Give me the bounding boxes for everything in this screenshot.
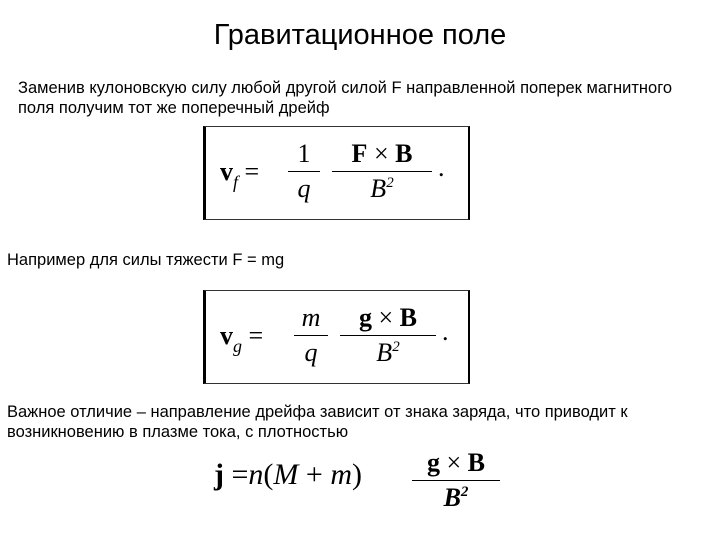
field-symbol: B xyxy=(399,303,417,332)
fraction-cross-over-b2 xyxy=(340,303,436,372)
formula-vg-lhs xyxy=(220,321,264,356)
fraction-cross-over-b2 xyxy=(332,139,432,208)
formula-period: . xyxy=(438,153,445,182)
fraction-numerator: m xyxy=(301,303,321,332)
fraction-gxb-over-b2 xyxy=(412,448,500,517)
paragraph-intro: Заменив кулоновскую силу любой другой силой F направленной поперек магнитного поля получим тот же поперечный дрейф xyxy=(18,79,673,117)
paragraph-current: Важное отличие – направление дрейфа зависит от знака заряда, что приводит к возникновению в плазме тока, с плотностью xyxy=(7,403,628,441)
exponent: 2 xyxy=(392,339,400,355)
current-density-symbol: j xyxy=(214,458,224,491)
cross-symbol: × xyxy=(378,303,394,332)
exponent: 2 xyxy=(386,175,394,191)
fraction-one-over-q xyxy=(288,139,320,204)
cross-symbol: × xyxy=(373,139,389,168)
close-paren: ) xyxy=(352,458,363,491)
field-magnitude: B xyxy=(443,483,461,512)
slide-title: Гравитационное поле xyxy=(213,19,507,51)
velocity-subscript: f xyxy=(233,172,239,192)
fraction-bar xyxy=(412,480,500,481)
cross-symbol: × xyxy=(446,448,462,477)
field-magnitude: B xyxy=(376,338,393,367)
fraction-bar xyxy=(294,335,328,336)
paragraph-example: Например для силы тяжести F = mg xyxy=(7,251,285,269)
field-magnitude: B xyxy=(370,174,387,203)
fraction-m-over-q xyxy=(294,303,328,368)
gravity-symbol: g xyxy=(426,448,440,477)
formula-vf-lhs xyxy=(220,157,260,192)
fraction-numerator xyxy=(332,139,432,169)
formula-current-density xyxy=(214,458,362,492)
velocity-symbol: v xyxy=(220,321,233,350)
fraction-numerator: 1 xyxy=(297,139,311,168)
equals-sign: = xyxy=(248,321,264,350)
ion-mass-symbol: M xyxy=(273,458,299,491)
field-symbol: B xyxy=(395,139,413,168)
fraction-bar xyxy=(340,335,436,336)
equals-sign: = xyxy=(231,458,249,491)
force-symbol: F xyxy=(351,139,368,168)
open-paren: ( xyxy=(263,458,274,491)
equals-sign: = xyxy=(244,157,260,186)
field-symbol: B xyxy=(467,448,485,477)
fraction-numerator xyxy=(340,303,436,333)
formula-box-gravity-drift xyxy=(203,290,470,384)
exponent: 2 xyxy=(460,484,469,500)
formula-box-drift-force xyxy=(203,126,470,220)
electron-mass-symbol: m xyxy=(330,458,353,491)
formula-period: . xyxy=(442,317,449,346)
velocity-subscript: g xyxy=(233,336,242,356)
fraction-denominator xyxy=(340,338,436,372)
fraction-bar xyxy=(288,171,320,172)
fraction-denominator: q xyxy=(304,338,318,367)
density-symbol: n xyxy=(248,458,264,491)
fraction-denominator xyxy=(332,174,432,208)
fraction-numerator xyxy=(412,448,500,478)
gravity-symbol: g xyxy=(358,303,372,332)
fraction-denominator xyxy=(412,483,500,517)
fraction-bar xyxy=(332,171,432,172)
velocity-symbol: v xyxy=(220,157,233,186)
fraction-denominator: q xyxy=(297,174,311,203)
plus-sign: + xyxy=(305,458,323,491)
